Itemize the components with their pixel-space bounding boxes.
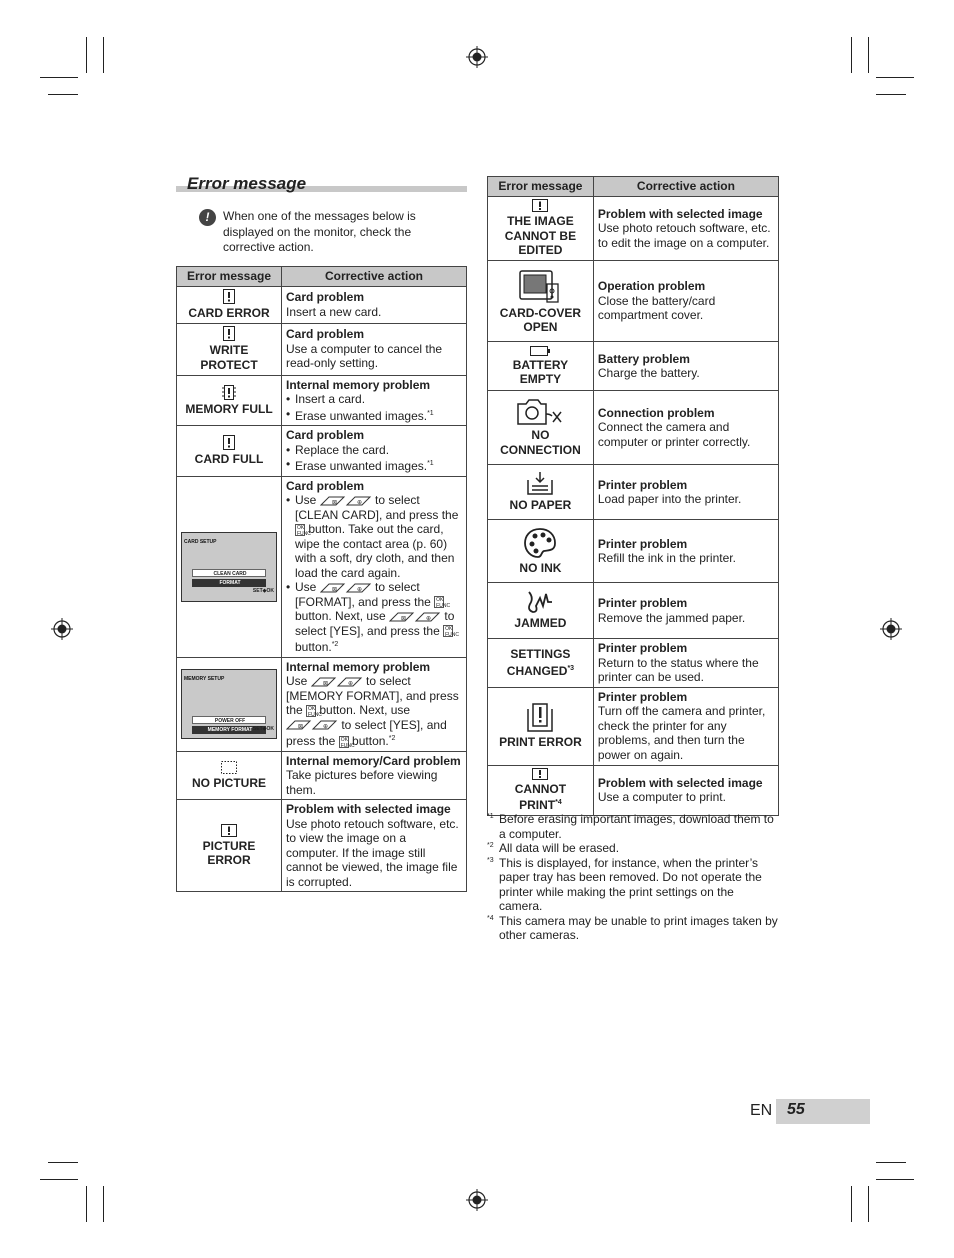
func-label: FUNC: [436, 603, 451, 610]
error-message-cell: [488, 687, 594, 765]
crop-mark: [851, 37, 852, 73]
action-title: Printer problem: [597, 477, 688, 492]
screen-option: CLEAN CARD: [192, 569, 266, 577]
action-title: Problem with selected image: [597, 775, 763, 790]
action-title: Internal memory problem: [286, 659, 431, 674]
error-message-label: NO PAPER: [509, 497, 572, 512]
corrective-action-cell: [593, 465, 778, 520]
table-header: [177, 267, 467, 287]
header-error-message: Error message: [488, 177, 594, 197]
action-text: Use a computer to print.: [597, 790, 726, 804]
up-down-buttons-icon: [389, 612, 441, 622]
action-title: Card problem: [286, 290, 365, 305]
ok-label: OK: [308, 705, 316, 712]
error-message-label: NO PICTURE: [191, 775, 266, 790]
error-message-cell: [177, 375, 282, 426]
page-number: 55: [787, 1101, 805, 1118]
error-table-left: [176, 266, 467, 892]
footnote-mark: *2: [487, 842, 494, 849]
svg-text:⊕: ⊕: [356, 586, 362, 593]
error-message-label: BATTERY EMPTY: [512, 357, 569, 386]
text: to select [CLEAN CARD], and press the: [295, 493, 459, 522]
svg-text:⊠: ⊠: [401, 615, 407, 622]
action-bullets: [286, 493, 462, 655]
footnote-text: Before erasing important images, download them to a computer.: [499, 812, 774, 841]
bullet-item: [295, 457, 462, 474]
exclamation-icon: [532, 199, 548, 212]
dotted-frame-icon: [221, 761, 237, 774]
error-message-cell: [177, 657, 282, 751]
table-row: [488, 765, 779, 815]
error-table-right: [487, 176, 779, 816]
footnote-text: All data will be erased.: [499, 841, 620, 855]
exclamation-icon: [532, 768, 548, 780]
action-title: Printer problem: [597, 641, 688, 655]
section-title: Error message: [187, 174, 307, 193]
text: to select [FORMAT], and press the: [295, 580, 431, 609]
footnote-mark: *1: [487, 813, 494, 820]
svg-text:⊕: ⊕: [426, 615, 432, 622]
note-text: When one of the messages below is displayed on the monitor, check the corrective action.: [223, 209, 416, 254]
action-title: Printer problem: [597, 596, 688, 610]
exclamation-icon: [221, 824, 237, 837]
text: Use: [295, 580, 317, 594]
action-title: Card problem: [286, 478, 365, 493]
text: Use: [295, 493, 317, 507]
ok-func-button-icon: [434, 596, 451, 610]
action-title: Operation problem: [597, 279, 706, 294]
table-row: [177, 800, 467, 892]
internal-memory-icon: [222, 385, 236, 400]
corrective-action-cell: [593, 639, 778, 688]
registration-mark-icon: [51, 618, 73, 640]
battery-empty-icon: [530, 346, 550, 356]
crop-mark: [868, 1186, 869, 1222]
corrective-action-cell: [593, 520, 778, 583]
up-down-buttons-icon: [286, 720, 338, 730]
crop-mark: [86, 37, 87, 73]
crop-mark: [40, 1179, 78, 1180]
action-title: Problem with selected image: [286, 802, 451, 816]
crop-mark: [103, 37, 104, 73]
corrective-action-cell: [282, 287, 467, 324]
table-row: [177, 657, 467, 751]
action-text: Load paper into the printer.: [597, 492, 742, 506]
crop-mark: [40, 77, 78, 78]
header-error-message: Error message: [177, 267, 282, 287]
svg-text:⊠: ⊠: [331, 586, 337, 593]
action-text: Use photo retouch software, etc. to edit the image on a computer.: [597, 221, 771, 250]
crop-mark: [86, 1186, 87, 1222]
registration-mark-icon: [466, 46, 488, 68]
error-message-cell: [488, 765, 594, 815]
action-title: Problem with selected image: [597, 206, 763, 221]
ink-palette-icon: [523, 527, 557, 559]
footnote-mark: *4: [487, 914, 494, 922]
action-text: [286, 674, 462, 749]
bullet-text: Erase unwanted images.: [295, 408, 428, 423]
func-label: FUNC: [445, 632, 459, 639]
corrective-action-cell: [593, 197, 778, 261]
screen-option-selected: FORMAT: [192, 579, 266, 587]
table-header: [488, 177, 779, 197]
text: to select [MEMORY FORMAT], and press the: [286, 674, 459, 717]
screen-set-hint: SET◆OK: [252, 725, 274, 732]
error-message-cell: [488, 465, 594, 520]
text: to select [YES], and press the: [286, 717, 447, 748]
svg-text:⊠: ⊠: [331, 499, 337, 506]
footnote-text: This is displayed, for instance, when the printer’s paper tray has been removed. Do not operate the printer while making the print settings on the camera.: [499, 855, 762, 913]
footnote-text: This camera may be unable to print images taken by other cameras.: [499, 913, 778, 942]
table-row: [488, 391, 779, 465]
error-message-label: CARD ERROR: [188, 306, 270, 320]
action-title: Connection problem: [597, 405, 715, 420]
action-title: Card problem: [286, 327, 365, 342]
footnote: [487, 856, 779, 914]
error-message-label: SETTINGS CHANGED: [506, 647, 571, 678]
action-title: Internal memory/Card problem: [286, 753, 461, 768]
error-message-cell: [177, 476, 282, 657]
action-text: Charge the battery.: [597, 366, 700, 380]
error-message-cell: [177, 751, 282, 800]
error-message-label: THE IMAGE CANNOT BE EDITED: [504, 214, 577, 258]
error-message-label: JAMMED: [514, 616, 567, 631]
exclamation-icon: [223, 435, 235, 450]
camera-cover-icon: [519, 268, 561, 304]
registration-mark-icon: [880, 618, 902, 640]
footnote-ref: *3: [567, 664, 575, 672]
footnote-ref: *2: [388, 735, 396, 742]
screen-option-selected: MEMORY FORMAT: [192, 726, 266, 734]
table-row: [488, 465, 779, 520]
table-row: [488, 583, 779, 639]
svg-text:⊕: ⊕: [323, 724, 329, 731]
footnote-ref: *1: [427, 460, 434, 467]
footnote-ref: *2: [331, 641, 339, 648]
corrective-action-cell: [282, 375, 467, 426]
crop-mark: [876, 77, 914, 78]
footnote: [487, 841, 779, 856]
caution-icon: !: [199, 209, 216, 226]
error-message-cell: [488, 520, 594, 583]
table-row: [488, 639, 779, 688]
error-message-label: MEMORY FULL: [185, 401, 273, 416]
page-language: EN: [750, 1102, 773, 1119]
error-message-cell: [177, 287, 282, 324]
table-row: [177, 476, 467, 657]
error-message-cell: [488, 639, 594, 688]
error-message-cell: [488, 342, 594, 391]
card-setup-screen: [181, 532, 277, 602]
print-error-icon: [526, 703, 554, 733]
func-label: FUNC: [297, 530, 311, 537]
text: button. Take out the card, wipe the contact area (p. 60) with a soft, dry cloth, and then load the card again.: [295, 522, 455, 580]
paper-jam-icon: [526, 590, 554, 614]
corrective-action-cell: [282, 800, 467, 892]
svg-text:⊠: ⊠: [322, 680, 328, 687]
table-row: [488, 197, 779, 261]
ok-label: OK: [436, 597, 444, 604]
footnote-mark: *3: [487, 856, 494, 864]
ok-func-button-icon: [306, 705, 322, 718]
ok-func-button-icon: [339, 736, 355, 749]
corrective-action-cell: [593, 765, 778, 815]
bullet-item: [295, 407, 462, 424]
exclamation-icon: [223, 326, 235, 341]
error-message-label: CANNOT PRINT: [514, 781, 567, 812]
crop-mark: [103, 1186, 104, 1222]
action-title: Card problem: [286, 428, 365, 442]
corrective-action-cell: [282, 751, 467, 800]
bullet-item: [295, 493, 462, 580]
error-message-label: PRINT ERROR: [499, 734, 582, 749]
crop-mark: [868, 37, 869, 73]
text: button. Next, use: [295, 609, 386, 623]
corrective-action-cell: [593, 583, 778, 639]
action-bullets: [286, 443, 462, 474]
exclamation-icon: [223, 289, 235, 304]
action-text: Take pictures before viewing them.: [286, 768, 438, 797]
corrective-action-cell: [593, 687, 778, 765]
footnote: [487, 812, 779, 841]
ok-label: OK: [445, 626, 453, 633]
svg-text:⊠: ⊠: [298, 724, 304, 731]
footnote: [487, 914, 779, 943]
corrective-action-cell: [282, 426, 467, 477]
error-message-cell: [177, 323, 282, 375]
bullet-item: [295, 580, 462, 655]
corrective-action-cell: [593, 391, 778, 465]
up-down-buttons-icon: [320, 496, 372, 506]
crop-mark: [876, 1179, 914, 1180]
crop-mark: [876, 94, 906, 95]
footnote-ref: *1: [427, 409, 434, 417]
screen-header: MEMORY SETUP: [184, 676, 225, 682]
bullet-text: Erase unwanted images.: [295, 459, 428, 473]
text: Use: [286, 674, 308, 688]
table-row: [177, 287, 467, 324]
error-message-label: WRITE PROTECT: [200, 343, 258, 372]
action-text: Use photo retouch software, etc. to view the image on a computer. If the image still cannot be viewed, the image file is corrupted.: [286, 816, 459, 889]
registration-mark-icon: [466, 1189, 488, 1211]
header-corrective-action: Corrective action: [593, 177, 778, 197]
error-message-cell: [488, 261, 594, 342]
table-row: [177, 751, 467, 800]
screen-set-hint: SET◆OK: [252, 588, 274, 594]
camera-disconnect-icon: [516, 398, 564, 426]
table-row: [488, 342, 779, 391]
ok-func-button-icon: [443, 625, 459, 639]
paper-tray-icon: [526, 472, 554, 496]
error-message-label: CARD-COVER OPEN: [499, 305, 582, 334]
action-title: Internal memory problem: [286, 377, 431, 392]
action-text: Close the battery/card compartment cover.: [597, 293, 716, 323]
error-message-label: NO INK: [519, 560, 562, 575]
corrective-action-cell: [282, 657, 467, 751]
crop-mark: [48, 94, 78, 95]
crop-mark: [48, 1162, 78, 1163]
memory-setup-screen: [181, 669, 277, 739]
error-message-cell: [488, 197, 594, 261]
screen-option: POWER OFF: [192, 716, 266, 724]
crop-mark: [876, 1162, 906, 1163]
table-row: [488, 520, 779, 583]
table-row: [177, 323, 467, 375]
action-title: Printer problem: [597, 536, 688, 551]
corrective-action-cell: [593, 261, 778, 342]
action-text: Insert a new card.: [286, 304, 382, 319]
corrective-action-cell: [282, 476, 467, 657]
up-down-buttons-icon: [311, 677, 363, 687]
action-text: Return to the status where the printer can be used.: [597, 655, 759, 684]
action-text: Use a computer to cancel the read-only setting.: [286, 341, 443, 371]
error-message-cell: [177, 800, 282, 892]
crop-mark: [851, 1186, 852, 1222]
action-text: Refill the ink in the printer.: [597, 551, 736, 565]
footnote-ref: *4: [555, 799, 562, 806]
header-corrective-action: Corrective action: [282, 267, 467, 287]
error-message-cell: [488, 391, 594, 465]
text: to select [YES], and press the: [295, 609, 455, 638]
screen-header: CARD SETUP: [184, 538, 217, 545]
ok-label: OK: [340, 736, 348, 743]
action-title: Battery problem: [597, 351, 690, 366]
error-message-label: PICTURE ERROR: [202, 838, 256, 867]
table-row: [177, 375, 467, 426]
bullet-item: • Replace the card.: [295, 443, 462, 458]
func-label: FUNC: [308, 711, 322, 718]
corrective-action-cell: [593, 342, 778, 391]
action-text: Remove the jammed paper.: [597, 610, 746, 625]
error-message-label: CARD FULL: [194, 452, 264, 466]
ok-label: OK: [297, 524, 305, 531]
svg-text:⊕: ⊕: [356, 499, 362, 506]
table-row: [177, 426, 467, 477]
svg-text:⊕: ⊕: [347, 680, 353, 687]
bullet-item: • Insert a card.: [295, 392, 462, 407]
action-text: Connect the camera and computer or printer correctly.: [597, 420, 751, 449]
ok-func-button-icon: [295, 524, 311, 537]
action-title: Printer problem: [597, 689, 688, 704]
up-down-buttons-icon: [320, 583, 372, 593]
table-row: [488, 687, 779, 765]
error-message-cell: [177, 426, 282, 477]
text: button.: [352, 734, 389, 748]
action-text: Turn off the camera and printer, check the printer for any problems, and then turn the power on again.: [597, 704, 766, 762]
table-row: [488, 261, 779, 342]
corrective-action-cell: [282, 323, 467, 375]
action-bullets: [286, 392, 462, 423]
error-message-label: NO CONNECTION: [500, 428, 581, 457]
text: button.: [295, 640, 332, 654]
footnotes: [487, 812, 779, 943]
func-label: FUNC: [340, 742, 355, 749]
error-message-cell: [488, 583, 594, 639]
text: button. Next, use: [319, 703, 411, 717]
